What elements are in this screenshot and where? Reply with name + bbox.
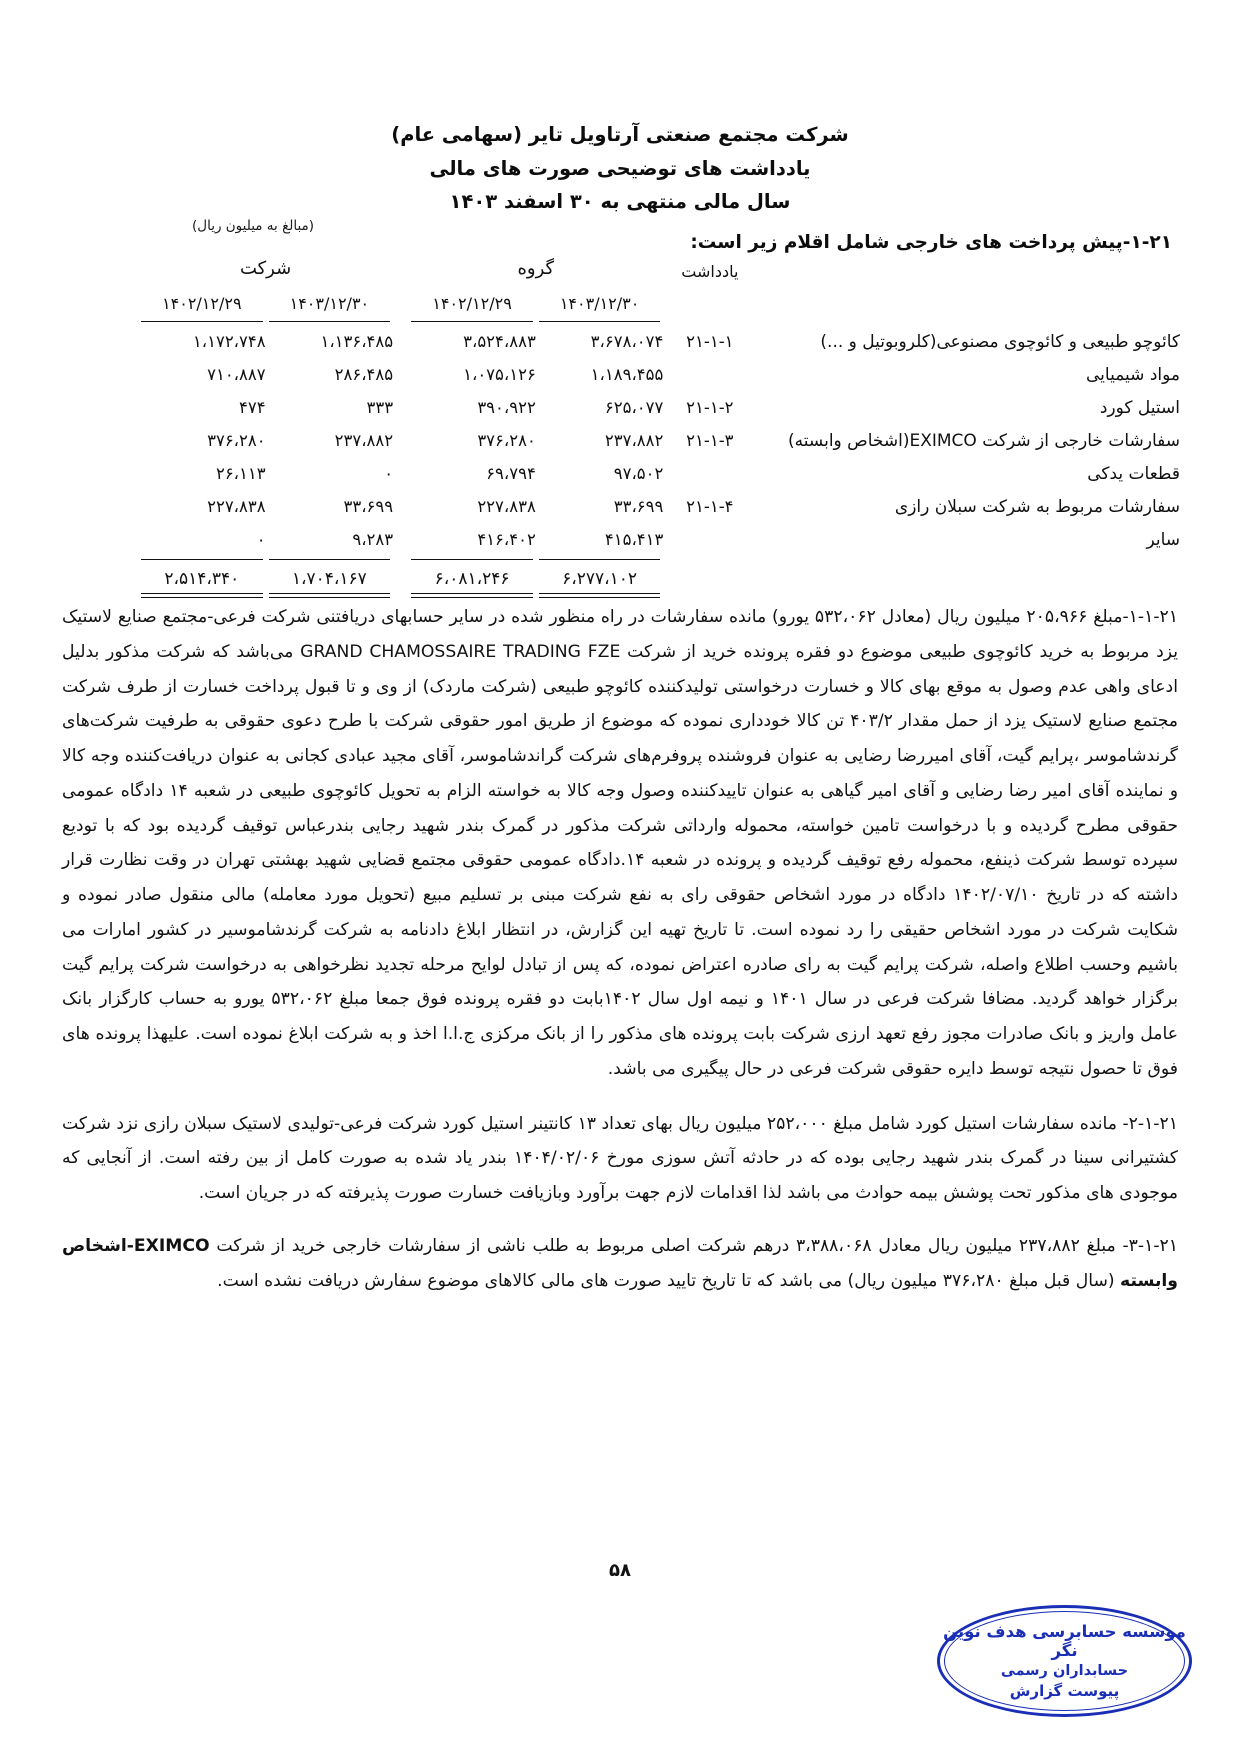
note-3-text-part2: (سال قبل مبلغ ۳۷۶،۲۸۰ میلیون ریال) می باشد که تا تاریخ تایید صورت های مالی کالاهای موضوع سفارش دریافت نشده است.: [217, 1270, 1121, 1291]
dbl-rule-group-prior: [408, 592, 536, 599]
rule-spacer-label: [756, 283, 1180, 290]
row-group-prior: ۴۱۶،۴۰۲: [477, 530, 536, 549]
row-group-prior: ۳،۵۲۴،۸۸۳: [463, 332, 536, 351]
section-heading: ۱-۲۱-پیش پرداخت های خارجی شامل اقلام زیر است:: [690, 232, 1172, 253]
row-gap: [393, 457, 408, 490]
table-row: [138, 325, 1180, 358]
row-gap: [393, 358, 408, 391]
note-column-header: یادداشت: [681, 262, 739, 281]
date-rule-note-spacer: [663, 318, 756, 325]
row-company-prior: ۳۷۶،۲۸۰: [207, 431, 266, 450]
row-group-current: ۱،۱۸۹،۴۵۵: [590, 365, 664, 384]
total-company-prior: ۲،۵۱۴،۳۴۰: [164, 569, 240, 589]
dbl-rule-company-prior: [138, 592, 266, 599]
row-group-prior: ۶۹،۷۹۴: [486, 464, 536, 483]
row-note-ref: [663, 358, 756, 391]
row-company-current: ۳۳،۶۹۹: [343, 497, 394, 516]
stamp-text: [937, 1605, 1192, 1717]
stamp-firm-name: موسسه حسابرسی هدف نوین نگر: [943, 1622, 1186, 1660]
document-header: [0, 118, 1240, 219]
rule-spacer-note: [663, 283, 756, 290]
totals-gap: [393, 563, 408, 592]
table-total-top-rule-row: [138, 556, 1180, 563]
row-group-current: ۳۳،۶۹۹: [613, 497, 664, 516]
date-row-note-spacer: [663, 290, 756, 318]
row-note-ref: ۲۱-۱-۴: [686, 497, 734, 516]
date-rule-gap: [393, 318, 408, 325]
total-rule-company-current: [266, 556, 394, 563]
total-group-current: ۶،۲۷۷،۱۰۲: [562, 569, 638, 589]
table-row: [138, 523, 1180, 556]
row-company-current: ۹،۲۸۳: [352, 530, 394, 549]
table-row: [138, 490, 1180, 523]
row-company-prior: ۲۲۷،۸۳۸: [207, 497, 266, 516]
row-gap: [393, 424, 408, 457]
table-group-header-row: [138, 258, 1180, 283]
totals-note-spacer: [663, 563, 756, 592]
dbl-rule-gap: [393, 592, 408, 599]
header-spacer: [756, 258, 1180, 283]
notes-body: [62, 600, 1178, 1318]
stamp-certification: حسابداران رسمی: [1000, 1663, 1129, 1679]
row-company-prior: ۷۱۰،۸۸۷: [207, 365, 266, 384]
row-note-ref: [663, 523, 756, 556]
table-row: [138, 424, 1180, 457]
company-column-header: شرکت: [239, 258, 292, 279]
total-rule-group-prior: [408, 556, 536, 563]
table-row: [138, 358, 1180, 391]
row-company-prior: ۲۶،۱۱۳: [215, 464, 266, 483]
dbl-rule-group-current: [536, 592, 664, 599]
row-gap: [393, 523, 408, 556]
row-label: سفارشات مربوط به شرکت سبلان رازی: [894, 496, 1180, 517]
row-note-ref: [663, 457, 756, 490]
group-prior-date: ۱۴۰۲/۱۲/۲۹: [432, 294, 512, 313]
dbl-rule-company-current: [266, 592, 394, 599]
row-group-current: ۴۱۵،۴۱۳: [604, 530, 664, 549]
row-company-current: ۳۳۳: [366, 398, 394, 417]
row-company-prior: ۰: [256, 530, 266, 549]
row-company-prior: ۴۷۴: [239, 398, 266, 417]
total-rule-label-spacer: [756, 556, 1180, 563]
row-gap: [393, 490, 408, 523]
total-rule-group-current: [536, 556, 664, 563]
total-group-prior: ۶،۰۸۱،۲۴۶: [434, 569, 510, 589]
row-label: سفارشات خارجی از شرکت EXIMCO(اشخاص وابسته): [788, 430, 1180, 451]
table-date-rule-row: [138, 318, 1180, 325]
group-current-date: ۱۴۰۳/۱۲/۳۰: [559, 294, 640, 313]
units-note: (مبالغ به میلیون ریال): [192, 218, 315, 234]
row-group-prior: ۲۲۷،۸۳۸: [477, 497, 536, 516]
row-group-current: ۲۳۷،۸۸۲: [604, 431, 664, 450]
row-company-current: ۰: [384, 464, 394, 483]
table-date-header-row: [138, 290, 1180, 318]
group-header-rule: [408, 283, 663, 290]
dbl-rule-note-spacer: [663, 592, 756, 599]
table-row: [138, 457, 1180, 490]
totals-label-spacer: [756, 563, 1180, 592]
page-number: ۵۸: [609, 1560, 631, 1581]
row-note-ref: ۲۱-۱-۲: [686, 398, 734, 417]
group-column-header: گروه: [517, 258, 555, 279]
row-company-current: ۱،۱۳۶،۴۸۵: [320, 332, 394, 351]
group-prior-rule: [408, 318, 536, 325]
header-gap: [393, 258, 408, 283]
table-row: [138, 391, 1180, 424]
table-header-rule-row: [138, 283, 1180, 290]
row-company-current: ۲۳۷،۸۸۲: [334, 431, 394, 450]
document-type: یادداشت های توضیحی صورت های مالی: [429, 156, 811, 180]
total-rule-company-prior: [138, 556, 266, 563]
total-company-current: ۱،۷۰۴،۱۶۷: [291, 569, 367, 589]
fiscal-period: سال مالی منتهی به ۳۰ اسفند ۱۴۰۳: [449, 190, 791, 214]
note-3-text-part1: ۳-۱-۲۱- مبلغ ۲۳۷،۸۸۲ میلیون ریال معادل ۳،۳۸۸،۰۶۸ درهم شرکت اصلی مربوط به طلب ناشی از سفارشات خارجی خرید از شرکت: [209, 1235, 1178, 1256]
company-prior-date: ۱۴۰۲/۱۲/۲۹: [162, 294, 242, 313]
row-label: مواد شیمیایی: [1086, 364, 1180, 385]
row-label: استیل کورد: [1099, 397, 1180, 418]
row-gap: [393, 325, 408, 358]
note-3-company-name: EXIMCO: [133, 1235, 210, 1256]
note-1-1-21: ۱-۱-۲۱-مبلغ ۲۰۵،۹۶۶ میلیون ریال (معادل ۵۳۲،۰۶۲ یورو) مانده سفارشات در راه منظور شده در سایر حسابهای دریافتنی شرکت فرعی-مجتمع صنایع لاستیک یزد مربوط به خرید کائوچوی طبیعی موضوع دو فقره پرونده خرید از شرکت GRAND CHAMOSSAIRE TRADING FZE می‌باشد که شرکت مذکور بدلیل ادعای واهی عدم وصول به موقع بهای کالا و خسارت درخواستی تولیدکننده کائوچو طبیعی (شرکت ماردک) از وی و تا قبول پرداخت خسارت از طرف شرکت مجتمع صنایع لاستیک یزد از حمل مقدار ۴۰۳/۲ تن کالا خودداری نموده که موضوع از طریق امور حقوقی شرکت با طرح دعوی حقوقی به طرفیت شرکت‌های گرندشاموسر ،پرایم گیت، آقای امیررضا رضایی به عنوان فروشنده پروفرم‌های شرکت گراندشاموسر، آقای مجید عبادی کجانی به عنوان دریافت‌کننده وجه کالا و نماینده آقای امیر رضا رضایی و آقای امیر گیاهی به عنوان تایید‌کننده وصول وجه کالا به خواسته الزام به تحویل کائوچوی طبیعی در شعبه ۱۴ دادگاه عمومی حقوقی مطرح گردیده و با درخواست تامین خواسته، محموله وارداتی شرکت مذکور در گمرک بندر شهید رجایی بندرعباس توقیف گردیده بود که با تودیع سپرده توسط شرکت ذینفع، محموله رفع توقیف گردیده و پرونده در شعبه ۱۴.دادگاه عمومی حقوقی مجتمع قضایی شهید بهشتی تهران در وقت نظارت قرار داشته که در تاریخ ۱۴۰۲/۰۷/۱۰ دادگاه در مورد اشخاص حقوقی رای به نفع شرکت مبنی بر تسلیم مبیع (تحویل مورد معامله) مالی منقول صادر نموده و شکایت شرکت در مورد اشخاص حقیقی را رد نموده است. تا تاریخ تهیه این گزارش، در انتظار ابلاغ دادنامه به شرکت گرندشاموسیر در کشور امارات می باشیم وحسب اطلاع واصله، شرکت پرایم گیت به رای صادره اعتراض نموده، که پس از تبادل لوایح مرحله تجدید نظرخواهی به درخواست شرکت پرایم گیت برگزار خواهد گردید. مضافا شرکت فرعی در سال ۱۴۰۱ و نیمه اول سال ۱۴۰۲بابت دو فقره پرونده فوق جمعا مبلغ ۵۳۲،۰۶۲ یورو به حساب کارگزار بانک عامل واریز و بانک صادرات مجوز رفع تعهد ارزی شرکت بابت پرونده های مذکور را از بانک مرکزی ج.ا.ا اخذ و به شرکت ابلاغ نموده است. علیهذا پرونده های فوق تا حصول نتیجه توسط دایره حقوقی شرکت فرعی در حال پیگیری می باشد.: [62, 607, 1179, 1079]
row-group-current: ۳،۶۷۸،۰۷۴: [590, 332, 664, 351]
table-total-bottom-rule-row: [138, 592, 1180, 599]
date-row-gap: [393, 290, 408, 318]
row-label: کائوچو طبیعی و کائوچوی مصنوعی(کلروبوتیل و ...): [820, 331, 1180, 352]
date-row-label-spacer: [756, 290, 1180, 318]
total-rule-gap: [393, 556, 408, 563]
row-note-ref: ۲۱-۱-۱: [686, 332, 734, 351]
row-group-prior: ۳۹۰،۹۲۲: [477, 398, 536, 417]
rule-gap: [393, 283, 408, 290]
note-3-related-parties-label: -اشخاص وابسته: [62, 1235, 1178, 1291]
company-prior-rule: [138, 318, 266, 325]
prepayments-table-wrapper: [138, 258, 1180, 599]
row-label: قطعات یدکی: [1087, 463, 1180, 484]
company-header-rule: [138, 283, 393, 290]
row-company-current: ۲۸۶،۴۸۵: [334, 365, 394, 384]
row-label: سایر: [1146, 529, 1180, 550]
note-3-1-21: [62, 1229, 1178, 1299]
row-group-prior: ۳۷۶،۲۸۰: [477, 431, 536, 450]
row-note-ref: ۲۱-۱-۳: [686, 431, 734, 450]
table-totals-row: [138, 563, 1180, 592]
company-name: شرکت مجتمع صنعتی آرتاویل تایر (سهامی عام): [391, 123, 849, 146]
row-gap: [393, 391, 408, 424]
date-rule-label-spacer: [756, 318, 1180, 325]
row-group-prior: ۱،۰۷۵،۱۲۶: [463, 365, 536, 384]
total-rule-note-spacer: [663, 556, 756, 563]
row-group-current: ۶۲۵،۰۷۷: [604, 398, 664, 417]
company-current-rule: [266, 318, 394, 325]
auditor-stamp: [937, 1605, 1192, 1717]
dbl-rule-label-spacer: [756, 592, 1180, 599]
row-company-prior: ۱،۱۷۲،۷۴۸: [192, 332, 266, 351]
group-current-rule: [536, 318, 664, 325]
stamp-attachment-label: پیوست گزارش: [1009, 1682, 1120, 1700]
note-2-1-21: ۲-۱-۲۱- مانده سفارشات استیل کورد شامل مبلغ ۲۵۲،۰۰۰ میلیون ریال بهای تعداد ۱۳ کانتینر استیل کورد شرکت فرعی-تولیدی لاستیک سبلان رازی نزد شرکت کشتیرانی سینا در گمرک بندر شهید رجایی بوده که در حادثه آتش سوزی مورخ ۱۴۰۴/۰۲/۰۶ بندر یاد شده به صورت کامل از بین رفته است. از آنجایی که موجودی های مذکور تحت پوشش بیمه حوادث می باشد لذا اقدامات لازم جهت برآورد وبازیافت خسارت صورت پذیرفته که در جریان است.: [62, 1113, 1178, 1203]
row-group-current: ۹۷،۵۰۲: [613, 464, 664, 483]
foreign-prepayments-table: [138, 258, 1180, 599]
company-current-date: ۱۴۰۳/۱۲/۳۰: [289, 294, 370, 313]
